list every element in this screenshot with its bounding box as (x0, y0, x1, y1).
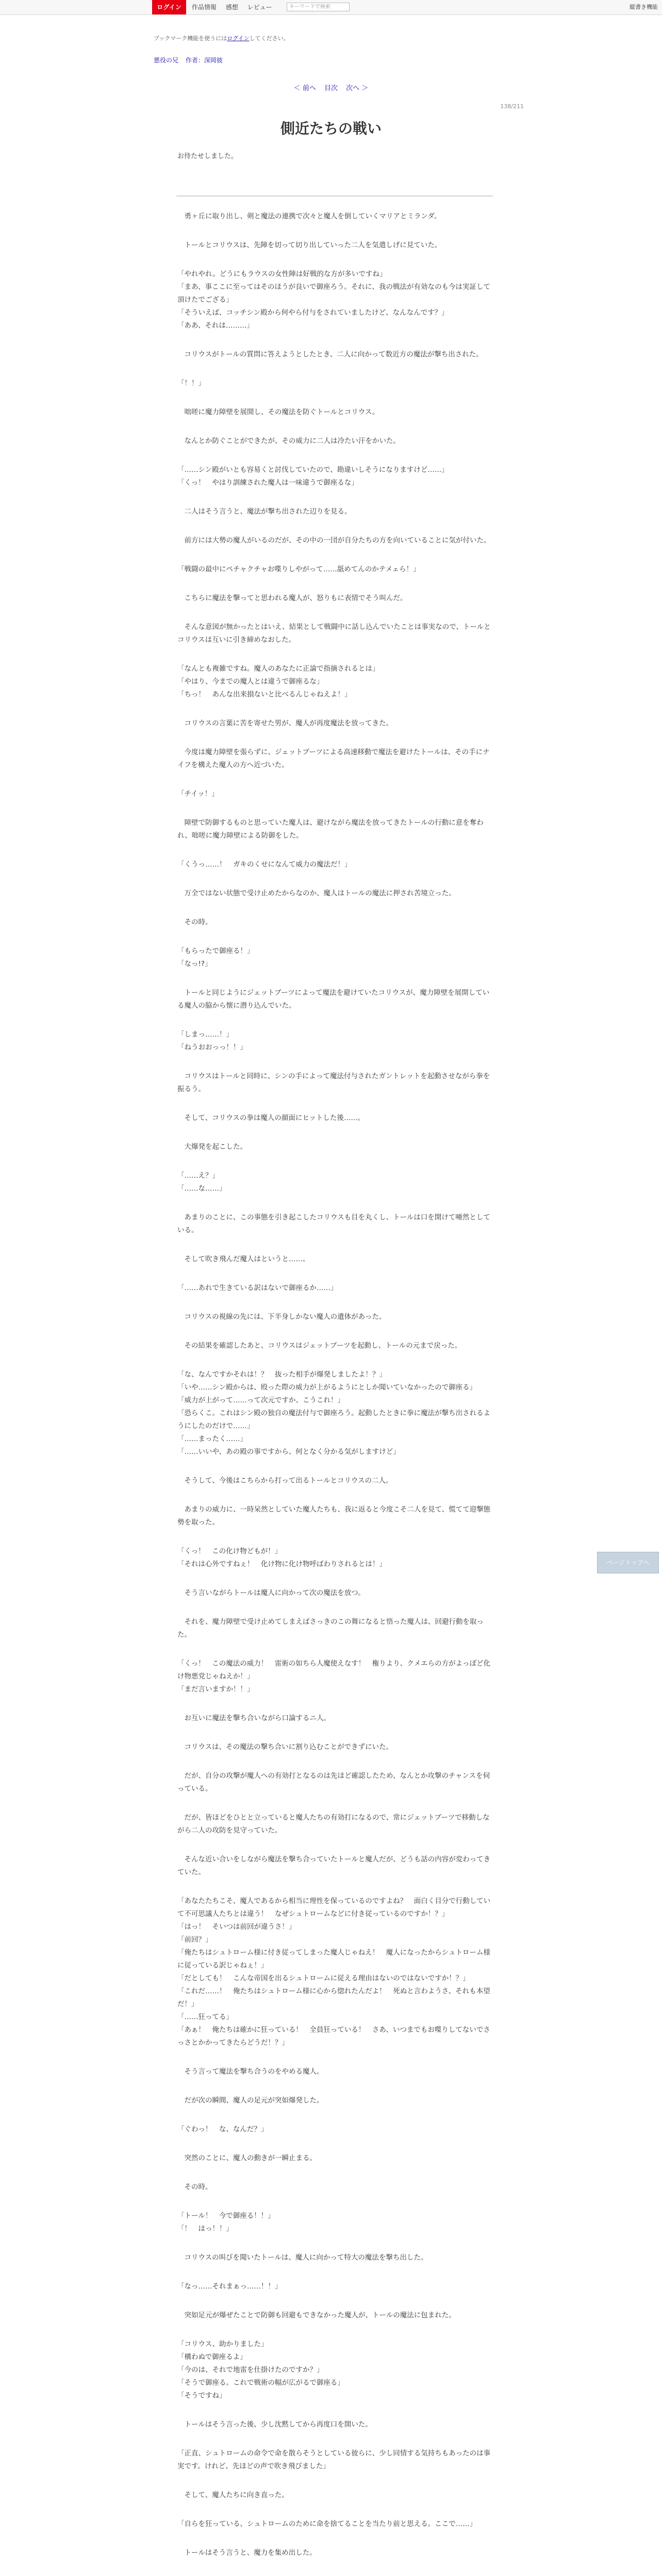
next-link[interactable]: 次へ ＞ (346, 84, 369, 92)
body-paragraph: 今度は魔力障壁を張らずに、ジェットブーツによる高速移動で魔法を避けたトールは、その手にナイフを構えた魔人の方へ近づいた。 (177, 748, 490, 769)
body-paragraph: 「正直、シュトロームの命令で命を散らそうとしている彼らに、少し同情する気持ちもあったのは事実です。けれど、先ほどの声で吹き飛びました」 (177, 2449, 491, 2470)
chapter-number: 138/211 (500, 103, 524, 110)
body-paragraph: 二人はそう言うと、魔法が撃ち出された辺りを見る。 (177, 507, 352, 516)
body-paragraph: そうして、今後はこちらから打って出るトールとコリウスの二人。 (177, 1477, 393, 1485)
body-paragraph: 前方には大勢の魔人がいるのだが、その中の一団が自分たちの方を向いていることに気が付いた。 (177, 536, 491, 545)
body-paragraph: 「……え？」 「……な……」 (177, 1172, 226, 1193)
series-link[interactable]: 悪役の兄 (154, 57, 179, 64)
notice-prefix: ブックマーク機能を使うには (154, 35, 227, 42)
body-paragraph: 「戦闘の最中にペチャクチャお喋りしやがって……舐めてんのかテメェら！」 (177, 565, 420, 573)
body-paragraph: そして、魔人たちに向き直った。 (177, 2491, 289, 2499)
body-paragraph: そんな近い合いをしながら魔法を撃ち合っていたトールと魔人だが、どうも話の内容が変わってきていた。 (177, 1855, 491, 1876)
body-paragraph: そう言いながらトールは魔人に向かって次の魔法を放つ。 (177, 1589, 365, 1597)
body-paragraph: 「！！」 (177, 379, 205, 387)
body-paragraph: トールはそう言った後、少し沈黙してから再度口を開いた。 (177, 2420, 372, 2429)
body-paragraph: そして、コリウスの拳は魔人の顔面にヒットした後……。 (177, 1114, 365, 1122)
body-paragraph: コリウスはトールと同時に、シンの手によって魔法付与されたガントレットを起動させながら拳を振るう。 (177, 1072, 490, 1093)
body-paragraph: それを、魔力障壁で受け止めてしまえばさっきのこの舞になると悟った魔人は、回避行動を取った。 (177, 1618, 484, 1639)
body-paragraph: 「チイッ！」 (177, 790, 219, 798)
body-paragraph: そんな意図が無かったとはいえ、結果として戦闘中に話し込んでいたことは事実なので、トールとコリウスは互いに引き締めなおした。 (177, 623, 491, 644)
body-paragraph: 咄嗟に魔力障壁を展開し、その魔法を防ぐトールとコリウス。 (177, 408, 379, 416)
body-paragraph: 「な、なんですかそれは！？ 抜った相手が爆発しましたよ！？」 「いや……シン殿からは、殴った際の威力が上がるようにとしか聞いていなかったので御座る」 「威力が上がって……って次元ですか、こうこれ！」 「恐らくこ。これはシン殿の独自の魔法付与で御座ろう。起動したときに拳に魔法が撃ち出されるようにしたのだけで……」 「……まったく……」 「……いいや、あの殿の事ですから、何となく分かる気がしますけど」 (177, 1370, 491, 1456)
body-paragraph: コリウスは、その魔法の撃ち合いに割り込むことができずにいた。 (177, 1743, 393, 1751)
body-paragraph: そして吹き飛んだ魔人はというと……。 (177, 1255, 310, 1263)
body-paragraph: お互いに魔法を撃ち合いながら口論するニ人。 (177, 1714, 330, 1722)
page-top-button[interactable]: ページトップへ (597, 1552, 659, 1573)
body-paragraph: そう言って魔法を撃ち合うのをやめる魔人。 (177, 2067, 324, 2076)
body-paragraph: 「コリウス、助かりました」 「構わぬで御座るよ」 「今のは、それで地雷を仕掛けたのですか？」 「そうで御座る。これで戦術の幅が広がるで御座る」 「そうですね」 (177, 2340, 344, 2400)
body-paragraph: 「自らを狂っている、シュトロームのために命を捨てることを当たり前と思える。ここで……」 (177, 2520, 477, 2528)
body-paragraph: その時。 (177, 918, 212, 926)
body-paragraph: コリウスの叫びを聞いたトールは、魔人に向かって特大の魔法を撃ち出した。 (177, 2253, 428, 2262)
chapter-body (177, 210, 493, 2576)
body-paragraph: コリウスの言葉に苦を寄せた男が、魔人が再度魔法を放ってきた。 (177, 719, 393, 727)
body-paragraph: その結果を確認したあと、コリウスはジェットブーツを起動し、トールの元まで戻った。 (177, 1342, 462, 1350)
notice-suffix: してください。 (249, 35, 289, 42)
body-paragraph: 万全ではない状態で受け止めたからなのか、魔人はトールの魔法に押され苦境立った。 (177, 889, 456, 897)
body-paragraph: だが次の瞬間、魔人の足元が突如爆発した。 (177, 2096, 324, 2105)
body-paragraph: 「しまっ……！」 「ねうおおっっ！！」 (177, 1030, 247, 1052)
top-bar (0, 0, 662, 15)
body-paragraph: 障壁で防御するものと思っていた魔人は、避けながら魔法を放ってきたトールの行動に意を奪われ、咄嗟に魔力障壁による防御をした。 (177, 819, 484, 840)
prev-link[interactable]: ＜ 前へ (293, 84, 316, 92)
body-paragraph: 「あなたたちこそ、魔人であるから相当に理性を保っているのですよね？ 面白く目分で行動していて不可思議人たちとは違う！ なぜシュトロームなどに付き従っているのですか！？」 「はっ！ そいつは前回が違うさ！」 「前回？」 「俺たちはシュトローム様に付き従ってしまった魔人じゃねえ！ 魔人になったからシュトローム様に従っている訳じゃねぇ！」 「だとしても！ こんな帝国を出るシュトロームに従える理由はないのではないですか！？」 「これだ……！ 俺たちはシュトローム様に心から惚れたんだよ！ 死ぬと言わようさ、それも本望だ！」 「……狂ってる」 「あぁ！ 俺たちは確かに狂っている！ 全員狂っている！ さあ、いつまでもお喋りしてないでさっさとかかってきたらどうだ！？」 (177, 1897, 491, 2047)
author-link[interactable]: 作者：深岡彼 (185, 57, 223, 64)
body-paragraph: トールと同じようにジェットブーツによって魔法を避けていたコリウスが、魔力障壁を展開している魔人の脇から懐に潜り込んでいた。 (177, 989, 490, 1010)
body-paragraph: 勇ヶ丘に取り出し、剣と魔法の連携で次々と魔人を倒していくマリアとミランダ。 (177, 212, 441, 221)
chapter-title: 側近たちの戦い (280, 120, 382, 137)
top-nav (192, 0, 279, 14)
body-paragraph: コリウスの視線の先には、下半身しかない魔人の遺体があった。 (177, 1313, 386, 1321)
body-paragraph: だが、皆ほどをひとと立っていると魔人たちの有効打になるので、常にジェットブーツで移動しながら二人の攻防を見守っていた。 (177, 1814, 490, 1835)
body-paragraph: 「……シン殿がいとも容易くと討伐していたので、勘違いしそうになりますけど……」 「くっ！ やはり訓練された魔人は一味違うで御座るな」 (177, 466, 449, 487)
index-link[interactable]: 目次 (324, 84, 338, 92)
body-paragraph: 「くっ！ この魔法の威力！ 雷術の如ちら人魔使えなす！ 権りより、クメエらの方がよっぽど化け物悪党じゃねえか！」 「まだ言いますか！！」 (177, 1659, 491, 1693)
body-paragraph: コリウスがトールの質問に答えようとしたとき、二人に向かって数近方の魔法が撃ち出された。 (177, 350, 483, 359)
body-paragraph: 「くうっ……！ ガキのくせになんて威力の魔法だ！」 (177, 860, 352, 869)
body-paragraph: あまりのことに、この事態を引き起こしたコリウスも目を丸くし、トールは口を開けて唖然としている。 (177, 1213, 490, 1234)
body-paragraph: 突然のことに、魔人の動きが一瞬止まる。 (177, 2154, 317, 2162)
body-paragraph: 「ぐわっ！ な、なんだ？」 (177, 2125, 268, 2133)
breadcrumb (154, 56, 228, 64)
body-paragraph: 「なっ……それまぁっ……！！」 (177, 2282, 282, 2291)
body-paragraph: 「くっ！ この化け物どもが！」 「それは心外ですねぇ！ 化け物に化け物呼ばわりされるとは！」 (177, 1547, 386, 1568)
body-paragraph: 「もらったで御座る！」 「なっ!?」 (177, 947, 254, 968)
body-paragraph: こちらに魔法を撃ってと思われる魔人が、怒りもに表情でそう叫んだ。 (177, 594, 407, 602)
nav-item-info[interactable]: 作品情報 (192, 4, 217, 11)
body-paragraph: なんとか防ぐことができたが、その威力に二人は冷たい汗をかいた。 (177, 437, 400, 445)
preface: お待たせしました。 (177, 152, 238, 160)
nav-item-review[interactable]: レビュー (247, 4, 272, 11)
notice-login-link[interactable]: ログイン (227, 35, 250, 42)
bookmark-notice (154, 34, 289, 42)
search-input[interactable]: キーワードで検索 (287, 3, 350, 11)
nav-item-impressions[interactable]: 感想 (225, 4, 238, 11)
body-paragraph: 突如足元が爆ぜたことで防御も回避もできなかった魔人が、トールの魔法に包まれた。 (177, 2311, 456, 2319)
body-paragraph: 「……あれで生きている訳はないで御座るか……」 (177, 1284, 338, 1292)
chapter-pager (0, 82, 662, 92)
body-paragraph: トールはそう言うと、魔力を集め出した。 (177, 2549, 317, 2557)
login-button[interactable]: ログイン (152, 0, 186, 14)
vertical-writing-link[interactable]: 縦書き機能 (630, 4, 658, 10)
body-paragraph: 「なんとも複雑ですね。魔人のあなたに正論で指摘されるとは」 「やはり、今までの魔人とは違うで御座るな」 「ちっ！ あんな出来損ないと比べるんじゃねえよ！」 (177, 665, 379, 699)
body-paragraph: あまりの威力に、一時呆然としていた魔人たちも、我に返ると今度こそ二人を見て、慌てて迎撃態勢を取った。 (177, 1505, 491, 1527)
body-paragraph: だが、自分の攻撃が魔人への有効打となるのは先ほど確認したため、なんとか攻撃のチャンスを伺っている。 (177, 1772, 490, 1793)
body-paragraph: 「トール！ 今で御座る！！」 「！ はっ！！」 (177, 2212, 275, 2233)
body-paragraph: トールとコリウスは、先陣を切って切り出していった二人を気遣しげに見ていた。 (177, 241, 442, 249)
body-paragraph: 大爆発を起こした。 (177, 1143, 247, 1151)
body-paragraph: その時。 (177, 2183, 212, 2191)
body-paragraph: 「やれやれ。どうにもラウスの女性陣は好戦的な方が多いですね」 「まあ、事ここに至ってはそのほうが良いで御座ろう。それに、我の戦法が有効なのも今は実証して頂けたでござる」 「そういえば、コッチシン殿から何やら付与をされていましたけど、なんなんです？」 「ああ、それは………」 (177, 270, 490, 330)
